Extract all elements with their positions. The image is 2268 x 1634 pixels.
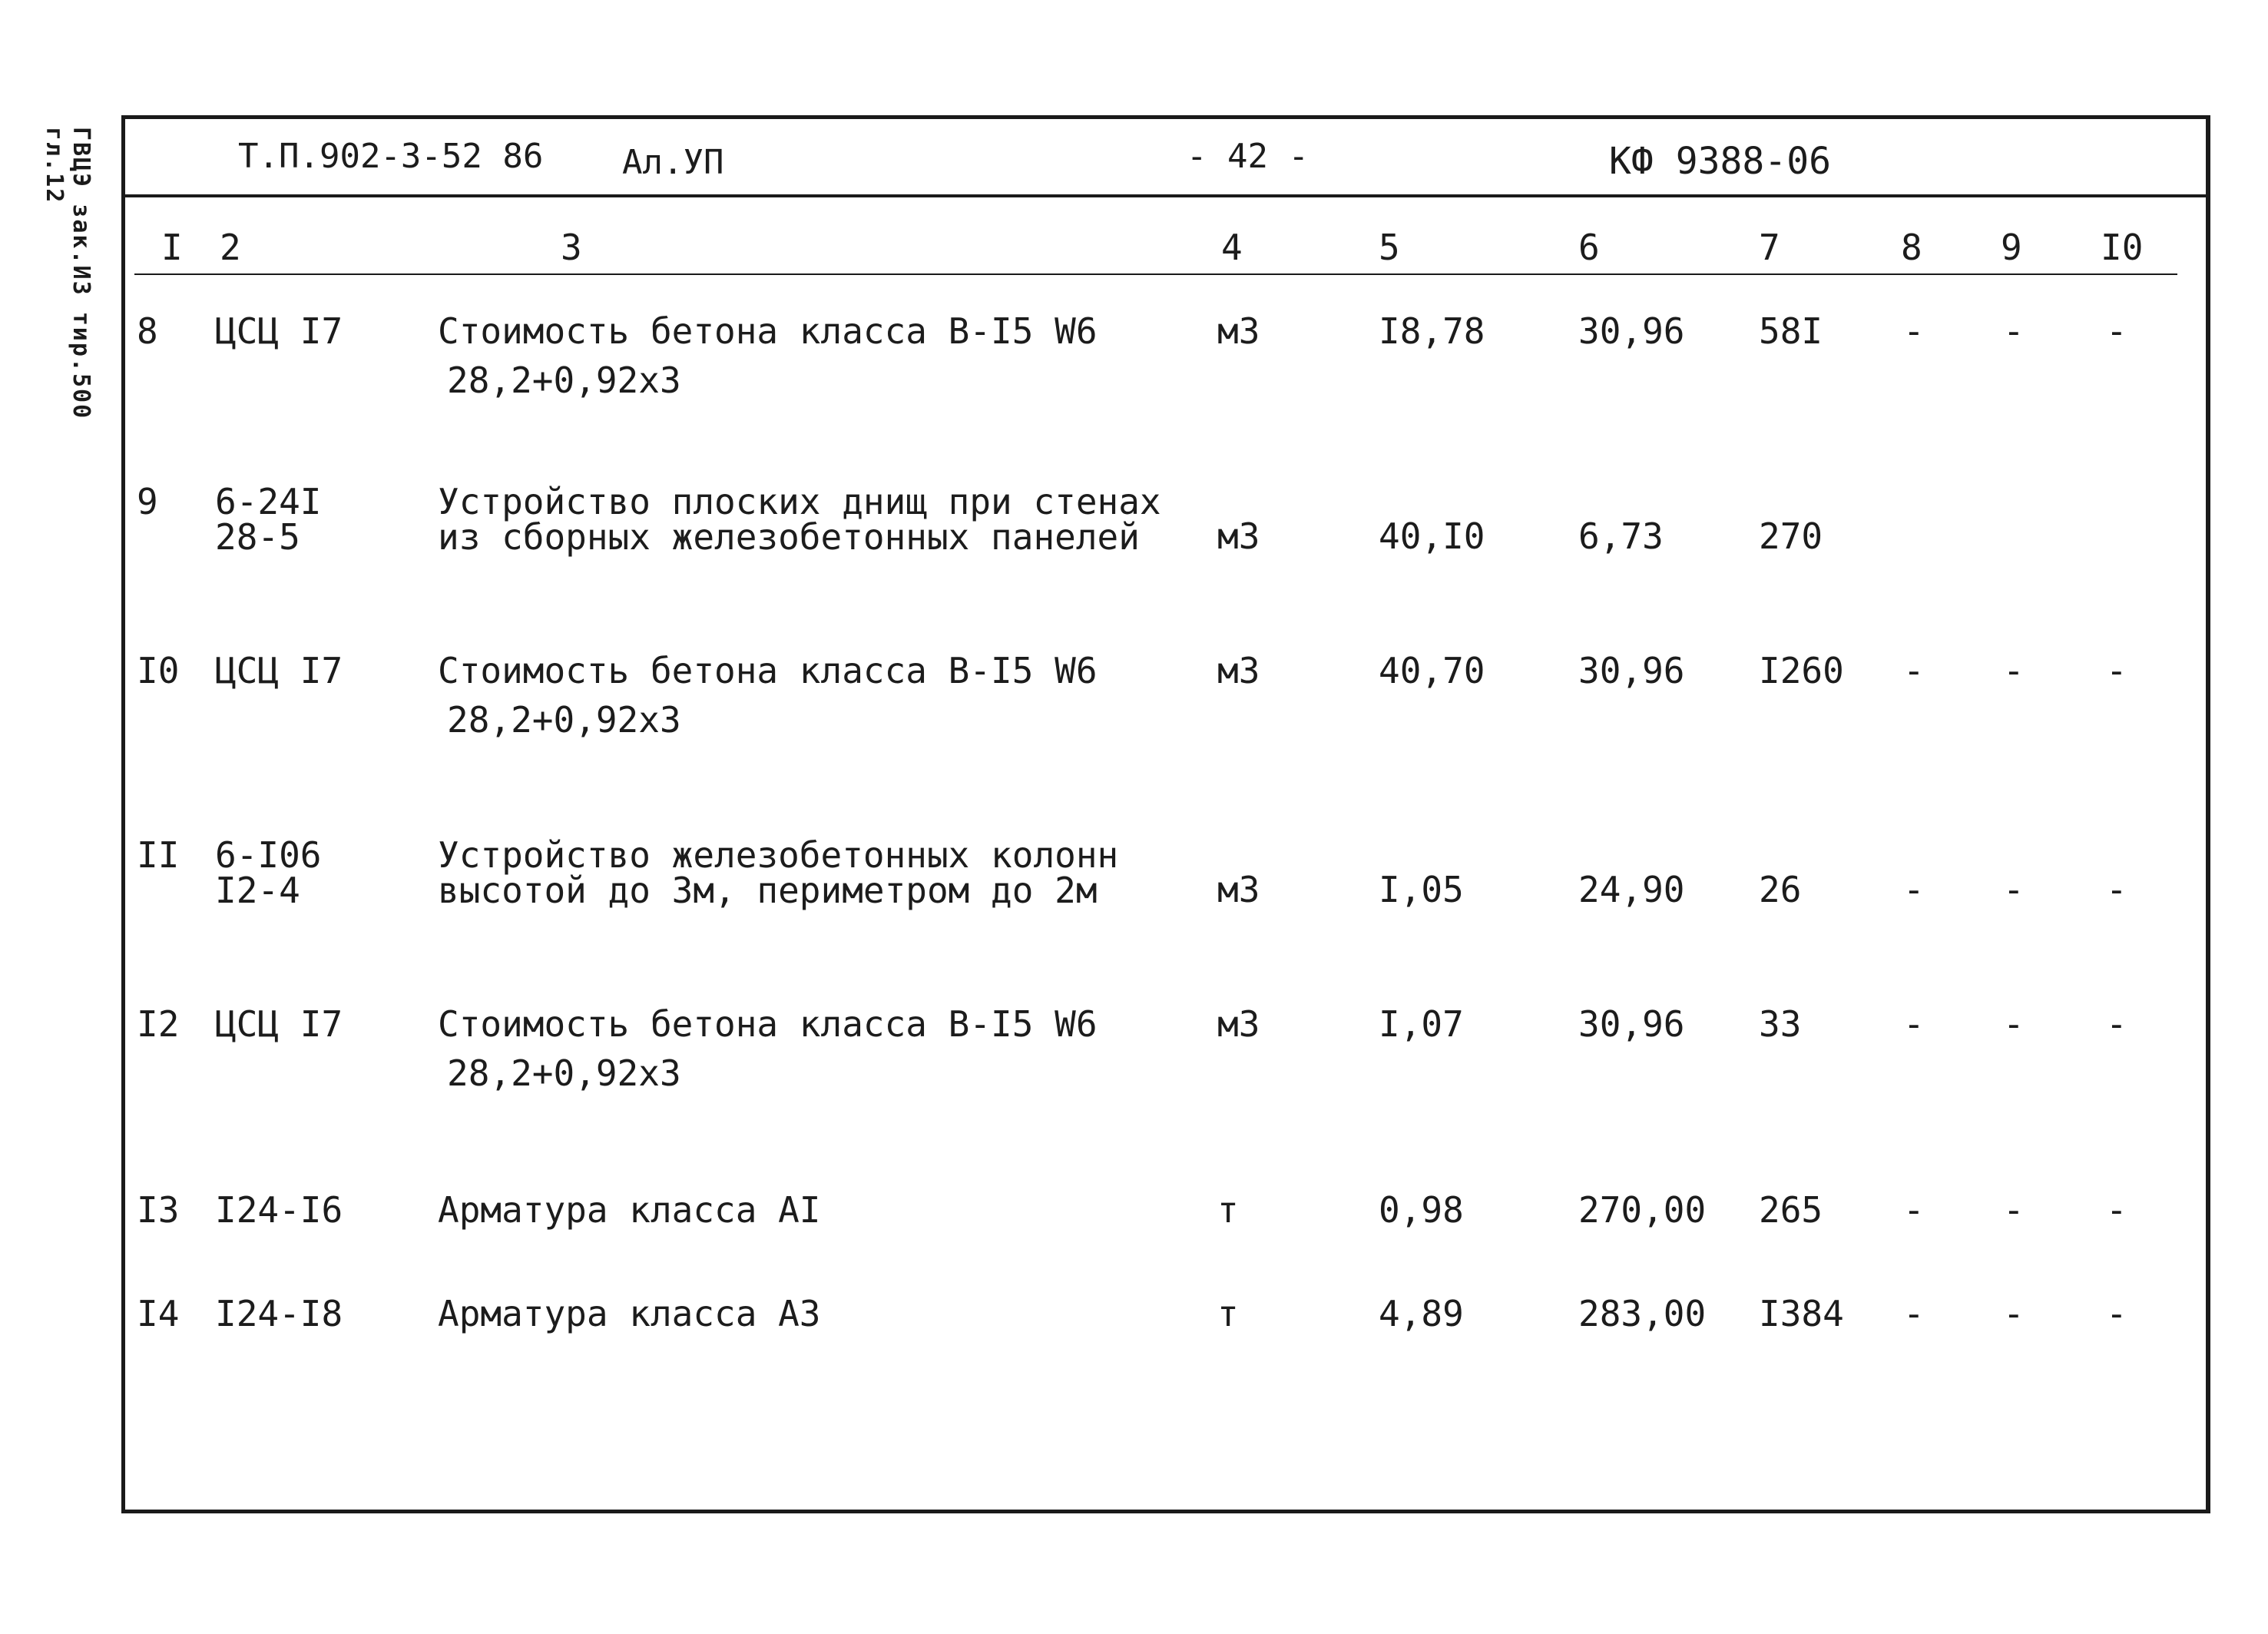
row-unit: м3 xyxy=(1217,650,1260,691)
row-total: I260 xyxy=(1759,650,1844,691)
reference-code: КФ 9388-06 xyxy=(1609,140,1831,183)
row-number: I2 xyxy=(137,1003,180,1045)
row-col10: - xyxy=(2106,650,2127,691)
col-header-1: I xyxy=(161,227,183,268)
row-description: Арматура класса А3 xyxy=(438,1293,821,1334)
row-quantity: 40,I0 xyxy=(1379,515,1485,557)
row-col9: - xyxy=(2003,1293,2025,1334)
header-divider xyxy=(125,194,2207,197)
row-unit: м3 xyxy=(1217,310,1260,352)
row-quantity: 0,98 xyxy=(1379,1189,1464,1231)
row-description: высотой до 3м, периметром до 2м xyxy=(438,870,1098,911)
row-unit-price: 30,96 xyxy=(1578,1003,1685,1045)
row-description: Стоимость бетона класса В-I5 W6 xyxy=(438,1003,1098,1045)
row-quantity: 40,70 xyxy=(1379,650,1485,691)
row-unit: м3 xyxy=(1217,1003,1260,1045)
row-number: 8 xyxy=(137,310,158,352)
row-code: I2-4 xyxy=(215,870,300,911)
row-total: 270 xyxy=(1759,515,1823,557)
row-total: 26 xyxy=(1759,869,1802,910)
row-code: ЦСЦ I7 xyxy=(215,310,343,352)
row-col8: - xyxy=(1903,310,1925,352)
row-col10: - xyxy=(2106,869,2127,910)
col-header-3: 3 xyxy=(561,227,582,268)
row-col9: - xyxy=(2003,1189,2025,1231)
row-unit: м3 xyxy=(1217,869,1260,910)
row-col9: - xyxy=(2003,1003,2025,1045)
row-col8: - xyxy=(1903,869,1925,910)
row-total: 265 xyxy=(1759,1189,1823,1231)
col-header-10: I0 xyxy=(2101,227,2144,268)
row-description: Устройство плоских днищ при стенах xyxy=(438,481,1161,522)
row-unit: т xyxy=(1217,1293,1239,1334)
row-number: I4 xyxy=(137,1293,180,1334)
col-header-6: 6 xyxy=(1578,227,1600,268)
row-total: 58I xyxy=(1759,310,1823,352)
row-col9: - xyxy=(2003,869,2025,910)
row-total: 33 xyxy=(1759,1003,1802,1045)
row-description: Арматура класса АI xyxy=(438,1189,821,1231)
row-number: 9 xyxy=(137,481,158,522)
col-header-5: 5 xyxy=(1379,227,1400,268)
row-col8: - xyxy=(1903,650,1925,691)
row-col10: - xyxy=(2106,1003,2127,1045)
col-header-4: 4 xyxy=(1221,227,1243,268)
row-col10: - xyxy=(2106,1189,2127,1231)
side-note: ГВЦЭ зак.И3 тир.500 гл.12 xyxy=(41,127,94,420)
row-col10: - xyxy=(2106,1293,2127,1334)
row-quantity: I8,78 xyxy=(1379,310,1485,352)
row-description: Стоимость бетона класса В-I5 W6 xyxy=(438,650,1098,691)
row-code: I24-I6 xyxy=(215,1189,343,1231)
row-code: 6-24I xyxy=(215,481,322,522)
row-quantity: I,05 xyxy=(1379,869,1464,910)
row-description: 28,2+0,92х3 xyxy=(447,699,681,741)
row-description: 28,2+0,92х3 xyxy=(447,1052,681,1094)
row-unit-price: 270,00 xyxy=(1578,1189,1707,1231)
row-description: из сборных железобетонных панелей xyxy=(438,516,1140,558)
row-number: I3 xyxy=(137,1189,180,1231)
row-col8: - xyxy=(1903,1189,1925,1231)
row-col9: - xyxy=(2003,650,2025,691)
row-unit-price: 24,90 xyxy=(1578,869,1685,910)
row-unit-price: 6,73 xyxy=(1578,515,1664,557)
album-label: Ал.УП xyxy=(622,143,724,182)
row-unit: м3 xyxy=(1217,515,1260,557)
row-code: 28-5 xyxy=(215,516,300,558)
row-total: I384 xyxy=(1759,1293,1844,1334)
row-unit-price: 30,96 xyxy=(1578,650,1685,691)
row-col8: - xyxy=(1903,1293,1925,1334)
row-col8: - xyxy=(1903,1003,1925,1045)
row-quantity: 4,89 xyxy=(1379,1293,1464,1334)
row-number: II xyxy=(137,834,180,876)
col-header-2: 2 xyxy=(220,227,241,268)
row-number: I0 xyxy=(137,650,180,691)
row-quantity: I,07 xyxy=(1379,1003,1464,1045)
row-description: Стоимость бетона класса В-I5 W6 xyxy=(438,310,1098,352)
row-col9: - xyxy=(2003,310,2025,352)
row-code: I24-I8 xyxy=(215,1293,343,1334)
col-header-8: 8 xyxy=(1901,227,1922,268)
page-number: - 42 - xyxy=(1187,137,1309,176)
row-unit: т xyxy=(1217,1189,1239,1231)
row-description: 28,2+0,92х3 xyxy=(447,360,681,401)
row-unit-price: 283,00 xyxy=(1578,1293,1707,1334)
row-description: Устройство железобетонных колонн xyxy=(438,834,1119,876)
row-col10: - xyxy=(2106,310,2127,352)
column-header-divider xyxy=(134,273,2177,275)
table-frame xyxy=(121,115,2210,1513)
row-code: ЦСЦ I7 xyxy=(215,1003,343,1045)
row-code: 6-I06 xyxy=(215,834,322,876)
doc-code: Т.П.902-3-52 86 xyxy=(238,137,544,176)
col-header-9: 9 xyxy=(2001,227,2022,268)
row-unit-price: 30,96 xyxy=(1578,310,1685,352)
col-header-7: 7 xyxy=(1759,227,1780,268)
row-code: ЦСЦ I7 xyxy=(215,650,343,691)
